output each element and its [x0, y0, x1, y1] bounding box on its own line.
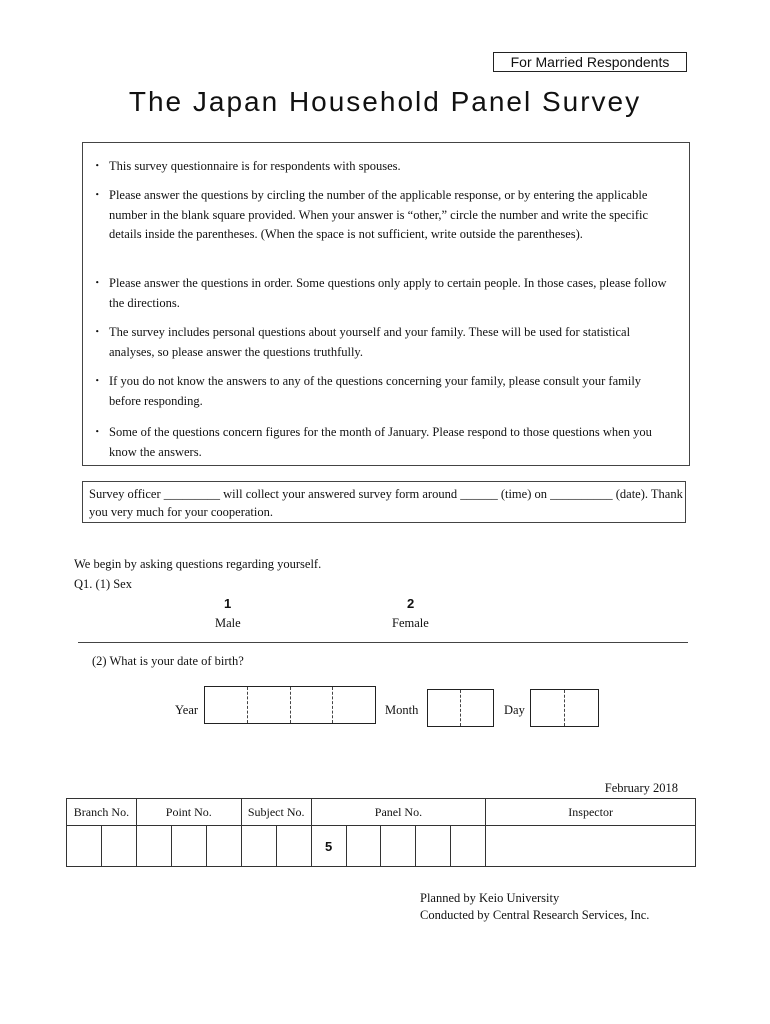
conducted-by: Conducted by Central Research Services, Inc.	[420, 908, 650, 922]
birth-month-input[interactable]	[427, 689, 494, 727]
panel-no-cell[interactable]	[381, 826, 416, 867]
day-digit-box[interactable]	[565, 690, 598, 726]
instruction-item: ・ The survey includes personal questions about yourself and your family. These will be used for statistical analyses, so please answer the questions truthfully.	[109, 323, 669, 362]
section-intro: We begin by asking questions regarding yourself.	[74, 557, 322, 571]
month-digit-box[interactable]	[428, 690, 461, 726]
panel-no-cell[interactable]	[346, 826, 381, 867]
branch-no-cell[interactable]	[67, 826, 102, 867]
panel-no-cell[interactable]	[451, 826, 486, 867]
instruction-item: ・ Please answer the questions by circling the number of the applicable response, or by entering the applicable number in the blank square provided. When your answer is “other,” circle the number and write the specific details inside the parentheses. (When the space is not sufficient, write outside the parentheses).	[109, 186, 669, 245]
inspector-cell[interactable]	[486, 826, 696, 867]
subject-no-cell[interactable]	[241, 826, 276, 867]
page-title: The Japan Household Panel Survey	[128, 86, 642, 117]
survey-officer-note: Survey officer _________ will collect your answered survey form around ______ (time) on __________ (date). Thank you very much for your cooperation.	[82, 481, 686, 523]
divider	[78, 642, 688, 643]
date-stamp: February 2018	[604, 781, 678, 795]
respondent-type-badge: For Married Respondents	[493, 52, 687, 72]
birth-day-input[interactable]	[530, 689, 599, 727]
point-no-cell[interactable]	[206, 826, 241, 867]
planned-by: Planned by Keio University	[420, 891, 560, 905]
instructions-box	[82, 142, 690, 466]
year-digit-box[interactable]	[205, 687, 248, 723]
option-number-female[interactable]: 2	[407, 596, 415, 611]
month-label: Month	[385, 703, 419, 717]
year-digit-box[interactable]	[291, 687, 334, 723]
instruction-item: ・ Some of the questions concern figures for the month of January. Please respond to those questions when you know the answers.	[109, 423, 669, 462]
panel-no-header: Panel No.	[311, 799, 486, 826]
instruction-item: ・ This survey questionnaire is for respondents with spouses.	[109, 157, 669, 177]
instruction-item: ・ If you do not know the answers to any of the questions concerning your family, please consult your family before responding.	[109, 372, 669, 411]
option-label-male: Male	[215, 616, 241, 630]
birth-year-input[interactable]	[204, 686, 376, 724]
branch-no-header: Branch No.	[67, 799, 137, 826]
panel-no-cell: 5	[311, 826, 346, 867]
subject-no-cell[interactable]	[276, 826, 311, 867]
subject-no-header: Subject No.	[241, 799, 311, 826]
q1-label: Q1. (1) Sex	[74, 577, 132, 591]
option-label-female: Female	[392, 616, 429, 630]
instruction-item: ・ Please answer the questions in order. Some questions only apply to certain people. In those cases, please follow the directions.	[109, 274, 669, 313]
panel-no-cell[interactable]	[416, 826, 451, 867]
option-number-male[interactable]: 1	[224, 596, 232, 611]
day-digit-box[interactable]	[531, 690, 565, 726]
admin-table	[66, 798, 696, 867]
day-label: Day	[504, 703, 525, 717]
year-digit-box[interactable]	[333, 687, 375, 723]
point-no-header: Point No.	[136, 799, 241, 826]
year-digit-box[interactable]	[248, 687, 291, 723]
month-digit-box[interactable]	[461, 690, 493, 726]
inspector-header: Inspector	[486, 799, 696, 826]
point-no-cell[interactable]	[171, 826, 206, 867]
year-label: Year	[175, 703, 199, 717]
point-no-cell[interactable]	[136, 826, 171, 867]
branch-no-cell[interactable]	[101, 826, 136, 867]
q1-2-label: (2) What is your date of birth?	[92, 654, 244, 668]
